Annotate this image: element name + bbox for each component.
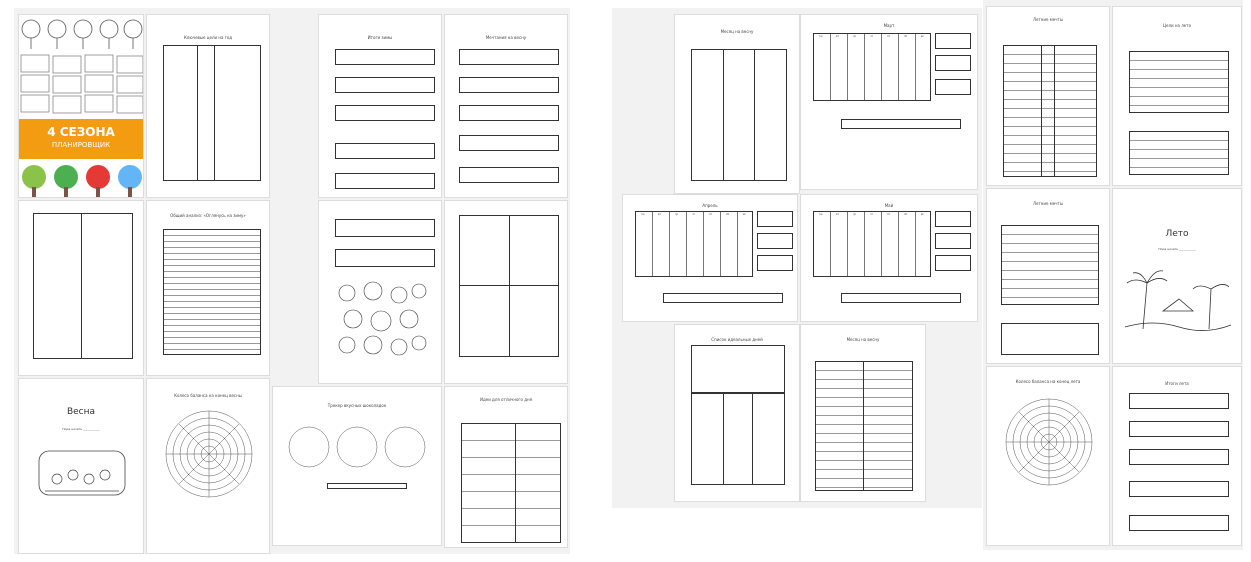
notes-box[interactable]	[757, 255, 793, 271]
tracker-page	[272, 386, 442, 546]
goals-column	[197, 45, 215, 181]
habit-tracker	[841, 293, 961, 303]
april-page	[622, 194, 798, 322]
weekday-label: пт	[887, 35, 891, 38]
answer-box[interactable]	[1129, 449, 1229, 465]
habits-column	[863, 361, 864, 491]
weekday-label: сб	[904, 213, 908, 216]
habits-page	[800, 324, 926, 502]
answer-box[interactable]	[459, 49, 559, 65]
overview-page	[18, 200, 144, 376]
page-title: Итоги лета	[1165, 381, 1189, 386]
weekday-label: сб	[904, 35, 908, 38]
answer-box[interactable]	[335, 143, 435, 159]
summer-dreams-page	[986, 6, 1110, 186]
weekday-label: ср	[853, 213, 857, 216]
page-title: Май	[884, 203, 894, 208]
analysis-page	[146, 200, 270, 376]
spring-cover-page	[18, 378, 144, 554]
spring-mood-page	[444, 14, 568, 198]
answer-box[interactable]	[335, 219, 435, 237]
answer-box[interactable]	[1129, 421, 1229, 437]
page-title: Весна	[66, 407, 96, 417]
summer-cover-page	[1112, 188, 1242, 364]
page-title: Трекер вкусных шоколадок	[327, 403, 387, 408]
answer-box[interactable]	[335, 49, 435, 65]
ideas-column	[515, 423, 516, 543]
notes-box[interactable]	[935, 79, 971, 95]
answer-box[interactable]	[459, 167, 559, 183]
summer-plans-page	[986, 188, 1110, 364]
page-title: Ключевые цели на год	[183, 35, 233, 40]
weekday-label: ср	[675, 213, 679, 216]
may-page	[800, 194, 978, 322]
pros-cons-divider	[459, 285, 559, 286]
ideas-page	[444, 386, 568, 548]
analysis-table	[163, 229, 261, 355]
spring-month-page	[674, 14, 800, 194]
cover-subtitle: ПЛАНИРОВЩИК	[51, 141, 111, 149]
weekday-label: чт	[870, 213, 874, 216]
answer-box[interactable]	[459, 77, 559, 93]
weekday-label: ср	[853, 35, 857, 38]
summer-results-page	[1112, 366, 1242, 546]
page-title: Колесо баланса на конец лета	[1015, 379, 1081, 384]
day-divider	[723, 393, 753, 485]
goals-table	[1129, 131, 1229, 175]
cover-title: 4 СЕЗОНА	[47, 125, 115, 139]
notes-box[interactable]	[935, 211, 971, 227]
date-label: Пора начать ___________	[62, 427, 100, 431]
answer-box[interactable]	[1129, 393, 1229, 409]
notes-box[interactable]	[935, 33, 971, 49]
habits-table	[815, 361, 913, 491]
date-label: Пора начать ___________	[1158, 247, 1196, 251]
page-title: Идеи для отличного дня	[479, 397, 533, 402]
page-title: Колесо баланса на конец весны	[174, 393, 242, 398]
calendar-grid	[635, 211, 753, 277]
page-title: Апрель	[702, 203, 718, 208]
page-title: Летние мечты	[1032, 17, 1064, 22]
weekday-label: вс	[921, 35, 924, 38]
notes-box[interactable]	[757, 233, 793, 249]
answer-box[interactable]	[335, 249, 435, 267]
cover-banner	[19, 119, 143, 159]
page-title: Летние мечты	[1032, 201, 1064, 206]
weekday-label: пт	[709, 213, 713, 216]
notes-box[interactable]	[935, 255, 971, 271]
page-title: Список идеальных дней	[711, 337, 763, 342]
answer-box[interactable]	[459, 105, 559, 121]
weekday-label: вс	[743, 213, 746, 216]
flowers-illustration	[333, 279, 429, 359]
answer-box[interactable]	[335, 105, 435, 121]
weekday-label: чт	[692, 213, 696, 216]
overview-column	[81, 213, 82, 359]
page-title: Месяц на весну	[846, 337, 880, 342]
weekday-label: пн	[819, 213, 823, 216]
page-title: Итоги зимы	[367, 35, 393, 40]
notes-box[interactable]	[935, 233, 971, 249]
trees-illustration	[19, 15, 144, 51]
weekday-label: вт	[836, 35, 840, 38]
winter-results-page	[318, 14, 442, 198]
answer-box[interactable]	[1129, 481, 1229, 497]
balance-wheel-page	[146, 378, 270, 554]
notes-box[interactable]	[757, 211, 793, 227]
page-title: Мечтания на весну	[485, 35, 527, 40]
calendar-grid	[813, 33, 931, 101]
coloring-page	[318, 200, 442, 384]
weekday-label: вт	[658, 213, 662, 216]
beach-illustration	[1123, 269, 1233, 333]
key-goals-page	[146, 14, 270, 198]
page-title: Месяц на весну	[720, 29, 754, 34]
dreams-column	[1041, 45, 1055, 177]
overview-table	[33, 213, 133, 359]
perfect-day-page	[674, 324, 800, 502]
summer-wheel-page	[986, 366, 1110, 546]
page-title: Лето	[1165, 229, 1189, 239]
balance-wheel	[1004, 397, 1094, 487]
pros-cons-page	[444, 200, 568, 384]
tracker-row[interactable]	[327, 483, 407, 489]
weekday-label: пн	[819, 35, 823, 38]
candy-illustration	[287, 417, 427, 477]
photo-frames	[19, 53, 144, 115]
balance-wheel	[164, 409, 254, 499]
goals-table	[1129, 51, 1229, 113]
answer-box[interactable]	[1129, 515, 1229, 531]
checklist-box	[1001, 323, 1099, 355]
weekday-label: вс	[921, 213, 924, 216]
plans-table	[1001, 225, 1099, 305]
march-page	[800, 14, 978, 190]
weekday-label: вт	[836, 213, 840, 216]
cover-page	[18, 14, 144, 198]
weekday-label: пн	[641, 213, 645, 216]
month-column	[723, 49, 755, 181]
weekday-label: пт	[887, 213, 891, 216]
habit-tracker	[663, 293, 783, 303]
weekday-label: чт	[870, 35, 874, 38]
answer-box[interactable]	[335, 77, 435, 93]
ideas-table	[461, 423, 561, 543]
page-title: Общий анализ: «Оглянусь на зиму»	[170, 213, 246, 218]
calendar-grid	[813, 211, 931, 277]
answer-box[interactable]	[335, 173, 435, 189]
weekday-label: сб	[726, 213, 730, 216]
page-title: Март	[883, 23, 895, 28]
day-box[interactable]	[691, 345, 785, 393]
colored-trees-illustration	[19, 163, 144, 198]
pros-cons-divider	[509, 215, 510, 357]
page-title: Цели на лето	[1162, 23, 1192, 28]
notes-box[interactable]	[935, 55, 971, 71]
answer-box[interactable]	[459, 135, 559, 151]
summer-goals-page	[1112, 6, 1242, 186]
garden-illustration	[37, 449, 127, 499]
habit-tracker	[841, 119, 961, 129]
